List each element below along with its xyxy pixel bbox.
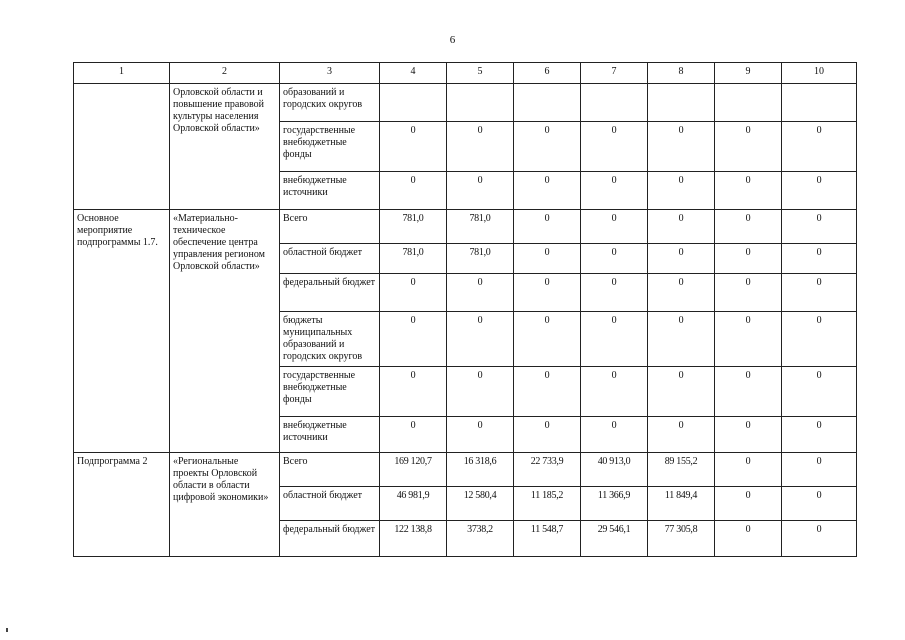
- funding-source-cell: федеральный бюджет: [280, 521, 380, 557]
- value-cell: 0: [380, 274, 447, 312]
- value-cell: 0: [380, 312, 447, 367]
- value-cell: 0: [514, 122, 581, 172]
- funding-source-cell: областной бюджет: [280, 487, 380, 521]
- program-name-cell: Орловской области и повышение правовой культуры населения Орловской области»: [170, 84, 280, 210]
- value-cell: 781,0: [380, 244, 447, 274]
- value-cell: 0: [715, 210, 782, 244]
- value-cell: 0: [447, 367, 514, 417]
- value-cell: 0: [715, 274, 782, 312]
- value-cell: 0: [581, 210, 648, 244]
- value-cell: 0: [581, 172, 648, 210]
- value-cell: 0: [514, 244, 581, 274]
- funding-source-cell: Всего: [280, 210, 380, 244]
- value-cell: 29 546,1: [581, 521, 648, 557]
- value-cell: 0: [715, 367, 782, 417]
- measure-cell: [74, 84, 170, 210]
- value-cell: 0: [648, 172, 715, 210]
- scan-mark: [6, 628, 8, 632]
- header-cell: 3: [280, 63, 380, 84]
- value-cell: 0: [782, 487, 857, 521]
- funding-source-cell: бюджеты муниципальных образований и городских округов: [280, 312, 380, 367]
- funding-source-cell: государственные внебюджетные фонды: [280, 367, 380, 417]
- value-cell: 0: [514, 274, 581, 312]
- value-cell: 0: [447, 274, 514, 312]
- value-cell: 0: [581, 417, 648, 453]
- value-cell: 11 366,9: [581, 487, 648, 521]
- header-row: [74, 63, 857, 84]
- value-cell: 0: [648, 312, 715, 367]
- value-cell: 3738,2: [447, 521, 514, 557]
- page-number: 6: [449, 34, 456, 46]
- header-cell: 9: [715, 63, 782, 84]
- measure-cell: Подпрограмма 2: [74, 453, 170, 557]
- value-cell: 0: [782, 172, 857, 210]
- value-cell: 0: [715, 417, 782, 453]
- value-cell: 0: [380, 367, 447, 417]
- value-cell: 77 305,8: [648, 521, 715, 557]
- header-cell: 5: [447, 63, 514, 84]
- funding-source-cell: образований и городских округов: [280, 84, 380, 122]
- funding-source-cell: внебюджетные источники: [280, 417, 380, 453]
- value-cell: 0: [581, 244, 648, 274]
- value-cell: 0: [715, 244, 782, 274]
- value-cell: 0: [715, 312, 782, 367]
- value-cell: 0: [514, 172, 581, 210]
- header-cell: 7: [581, 63, 648, 84]
- value-cell: 0: [648, 210, 715, 244]
- header-cell: 4: [380, 63, 447, 84]
- value-cell: 122 138,8: [380, 521, 447, 557]
- value-cell: 0: [380, 417, 447, 453]
- value-cell: 16 318,6: [447, 453, 514, 487]
- value-cell: 0: [447, 312, 514, 367]
- value-cell: [514, 84, 581, 122]
- value-cell: 0: [715, 172, 782, 210]
- value-cell: 781,0: [447, 244, 514, 274]
- value-cell: 169 120,7: [380, 453, 447, 487]
- header-cell: 2: [170, 63, 280, 84]
- value-cell: 0: [715, 487, 782, 521]
- value-cell: 0: [782, 521, 857, 557]
- value-cell: 0: [514, 417, 581, 453]
- value-cell: 0: [648, 244, 715, 274]
- value-cell: 40 913,0: [581, 453, 648, 487]
- value-cell: 0: [380, 122, 447, 172]
- value-cell: 0: [514, 367, 581, 417]
- program-name-cell: «Материально-техническое обеспечение центра управления регионом Орловской области»: [170, 210, 280, 453]
- header-cell: 10: [782, 63, 857, 84]
- funding-source-cell: федеральный бюджет: [280, 274, 380, 312]
- budget-table: [73, 62, 857, 557]
- value-cell: 0: [380, 172, 447, 210]
- value-cell: 0: [782, 122, 857, 172]
- header-cell: 1: [74, 63, 170, 84]
- value-cell: 0: [715, 122, 782, 172]
- value-cell: 0: [782, 210, 857, 244]
- value-cell: [715, 84, 782, 122]
- value-cell: 0: [782, 274, 857, 312]
- value-cell: [447, 84, 514, 122]
- value-cell: 0: [581, 122, 648, 172]
- value-cell: 0: [782, 244, 857, 274]
- value-cell: 781,0: [380, 210, 447, 244]
- value-cell: 11 849,4: [648, 487, 715, 521]
- funding-source-cell: Всего: [280, 453, 380, 487]
- value-cell: 0: [514, 210, 581, 244]
- value-cell: 0: [782, 417, 857, 453]
- funding-source-cell: областной бюджет: [280, 244, 380, 274]
- value-cell: [648, 84, 715, 122]
- value-cell: 0: [648, 122, 715, 172]
- value-cell: 0: [648, 367, 715, 417]
- value-cell: 0: [447, 172, 514, 210]
- value-cell: [581, 84, 648, 122]
- table-row: [74, 210, 857, 244]
- table-row: [74, 453, 857, 487]
- value-cell: 0: [447, 122, 514, 172]
- value-cell: 11 185,2: [514, 487, 581, 521]
- value-cell: 0: [447, 417, 514, 453]
- value-cell: 0: [514, 312, 581, 367]
- header-cell: 8: [648, 63, 715, 84]
- funding-source-cell: государственные внебюджетные фонды: [280, 122, 380, 172]
- value-cell: 0: [581, 274, 648, 312]
- value-cell: 781,0: [447, 210, 514, 244]
- value-cell: 0: [715, 453, 782, 487]
- measure-cell: Основное мероприятие подпрограммы 1.7.: [74, 210, 170, 453]
- value-cell: 0: [581, 312, 648, 367]
- value-cell: 46 981,9: [380, 487, 447, 521]
- table-row: [74, 84, 857, 122]
- header-cell: 6: [514, 63, 581, 84]
- program-name-cell: «Региональные проекты Орловской области в области цифровой экономики»: [170, 453, 280, 557]
- value-cell: [380, 84, 447, 122]
- value-cell: 0: [782, 453, 857, 487]
- value-cell: 12 580,4: [447, 487, 514, 521]
- value-cell: 0: [648, 274, 715, 312]
- value-cell: 89 155,2: [648, 453, 715, 487]
- value-cell: 22 733,9: [514, 453, 581, 487]
- funding-source-cell: внебюджетные источники: [280, 172, 380, 210]
- value-cell: [782, 84, 857, 122]
- value-cell: 0: [581, 367, 648, 417]
- value-cell: 0: [782, 312, 857, 367]
- value-cell: 0: [648, 417, 715, 453]
- value-cell: 0: [782, 367, 857, 417]
- value-cell: 0: [715, 521, 782, 557]
- value-cell: 11 548,7: [514, 521, 581, 557]
